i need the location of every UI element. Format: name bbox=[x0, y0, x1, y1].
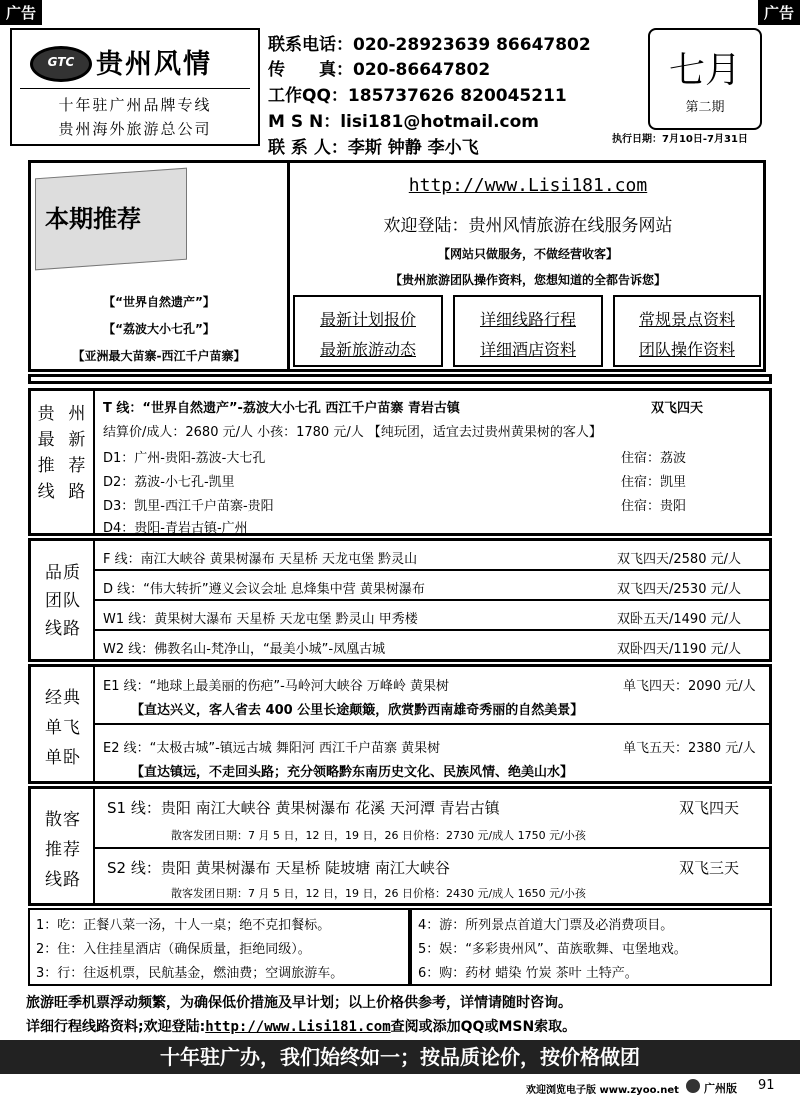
website-url[interactable]: http://www.Lisi181.com bbox=[408, 175, 648, 196]
link-route-detail[interactable]: 详细线路行程 bbox=[479, 310, 576, 329]
latest-line-days: 双飞四天 bbox=[651, 401, 704, 416]
classic-note-e1: 【直达兴义，客人省去 400 公里长途颠簸，欣赏黔西南雄奇秀丽的自然美景】 bbox=[131, 703, 584, 718]
contact-qq: 工作QQ：185737626 820045211 bbox=[268, 86, 567, 106]
issue-number: 第二期 bbox=[685, 100, 725, 115]
promo-website bbox=[293, 163, 763, 291]
classic-price-e1: 单飞四天：2090 元/人 bbox=[623, 679, 756, 694]
scattered-days-s1: 双飞四天 bbox=[679, 799, 740, 817]
classic-note-e2: 【直达镇远，不走回头路；充分领略黔东南历史文化、民族风情、绝美山水】 bbox=[131, 765, 574, 780]
links-box-1 bbox=[293, 295, 443, 367]
promo-section bbox=[28, 160, 766, 372]
quality-price-f: 双飞四天/2580 元/人 bbox=[617, 552, 741, 567]
links-box-3 bbox=[613, 295, 761, 367]
quality-price-w1: 双卧五天/1490 元/人 bbox=[617, 612, 741, 627]
page-number: 91 bbox=[758, 1078, 775, 1093]
contact-persons: 联 系 人：李斯 钟静 李小飞 bbox=[268, 138, 479, 158]
scattered-section bbox=[28, 786, 772, 906]
website-note-1: 【网站只做服务，不做经营收客】 bbox=[437, 247, 618, 261]
link-attractions[interactable]: 常规景点资料 bbox=[638, 310, 735, 329]
quality-route-w1: W1 线：黄果树大瀑布 天星桥 天龙屯堡 黔灵山 甲秀楼 bbox=[103, 612, 418, 627]
brand-slogan-2: 贵州海外旅游总公司 bbox=[58, 120, 212, 138]
footer-edition: 广州版 bbox=[704, 1082, 737, 1095]
issue-month: 七月 bbox=[668, 50, 741, 91]
brand-divider bbox=[20, 88, 250, 89]
scattered-label: 散客 推荐 线路 bbox=[45, 810, 81, 890]
contact-msn: M S N：lisi181@hotmail.com bbox=[268, 112, 539, 132]
quality-route-w2: W2 线：佛教名山-梵净山，“最美小城”-凤凰古城 bbox=[103, 642, 386, 657]
itinerary-day-1: D1：广州-贵阳-荔波-大七孔 bbox=[103, 451, 266, 466]
promo-title: 本期推荐 bbox=[45, 205, 141, 233]
ad-tag-right: 广告 bbox=[758, 0, 800, 25]
latest-section bbox=[28, 388, 772, 536]
scattered-days-s2: 双飞三天 bbox=[679, 859, 740, 877]
ad-tag-left: 广告 bbox=[0, 0, 42, 25]
service-transport: 3：行：往返机票，民航基金，燃油费；空调旅游车。 bbox=[36, 966, 344, 981]
brand-box bbox=[10, 28, 260, 146]
classic-rule bbox=[95, 723, 769, 725]
service-shopping: 6：购：药材 蜡染 竹炭 茶叶 土特产。 bbox=[418, 966, 638, 981]
quality-price-d: 双飞四天/2530 元/人 bbox=[617, 582, 741, 597]
quality-route-f: F 线：南江大峡谷 黄果树瀑布 天星桥 天龙屯堡 黔灵山 bbox=[103, 552, 418, 567]
link-latest-news[interactable]: 最新旅游动态 bbox=[319, 340, 416, 359]
itinerary-stay-2: 住宿：凯里 bbox=[621, 475, 687, 490]
quality-rule-3 bbox=[95, 629, 769, 631]
quality-route-d: D 线：“伟大转折”遵义会议会址 息烽集中营 黄果树瀑布 bbox=[103, 582, 425, 597]
zyoo-logo-icon bbox=[686, 1079, 700, 1093]
footer-banner: 十年驻广办，我们始终如一；按品质论价，按价格做团 bbox=[0, 1040, 800, 1074]
exec-date: 执行日期：7月10日-7月31日 bbox=[612, 134, 748, 145]
promo-item-2: 【“荔波大小七孔”】 bbox=[103, 322, 215, 336]
footer-url[interactable]: http://www.Lisi181.com bbox=[205, 1019, 391, 1035]
quality-rule-1 bbox=[95, 569, 769, 571]
scattered-detail-s2: 散客发团日期：7 月 5 日，12 日，19 日，26 日价格：2430 元/成人 1650 元/小孩 bbox=[171, 887, 586, 900]
service-tour: 4：游：所列景点首道大门票及必消费项目。 bbox=[418, 918, 674, 933]
quality-label: 品质 团队 线路 bbox=[45, 563, 81, 639]
services-left bbox=[28, 908, 410, 986]
contact-fax: 传 真：020-86647802 bbox=[268, 60, 491, 80]
scattered-route-s2: S2 线：贵阳 黄果树瀑布 天星桥 陡坡塘 南江大峡谷 bbox=[107, 859, 450, 877]
itinerary-day-3: D3：凯里-西江千户苗寨-贵阳 bbox=[103, 499, 274, 514]
services-right bbox=[410, 908, 772, 986]
classic-route-e2: E2 线：“太极古城”-镇远古城 舞阳河 西江千户苗寨 黄果树 bbox=[103, 741, 441, 756]
service-hotel: 2：住：入住挂星酒店（确保质量，拒绝同级）。 bbox=[36, 942, 311, 957]
scattered-divider bbox=[93, 789, 95, 903]
itinerary-stay-3: 住宿：贵阳 bbox=[621, 499, 687, 514]
footer-credit: 欢迎浏览电子版 www.zyoo.net bbox=[526, 1085, 679, 1096]
promo-item-1: 【“世界自然遗产”】 bbox=[103, 295, 215, 309]
footer-notice-1: 旅游旺季机票浮动频繁，为确保低价措施及早计划；以上价格供参考，详情请随时咨询。 bbox=[26, 995, 572, 1011]
gtc-logo: GTC bbox=[30, 46, 92, 82]
website-note-2: 【贵州旅游团队操作资料，您想知道的全都告诉您】 bbox=[389, 273, 666, 287]
promo-links bbox=[293, 293, 763, 369]
classic-route-e1: E1 线：“地球上最美丽的伤疤”-马岭河大峡谷 万峰岭 黄果树 bbox=[103, 679, 450, 694]
brand-name: 贵州风情 bbox=[96, 49, 212, 80]
service-entertainment: 5：娱：“多彩贵州风”、苗族歌舞、屯堡地戏。 bbox=[418, 942, 687, 957]
promo-left bbox=[31, 163, 287, 369]
service-meal: 1：吃：正餐八菜一汤，十人一桌；绝不克扣餐标。 bbox=[36, 918, 331, 933]
quality-section bbox=[28, 538, 772, 662]
itinerary-day-4: D4：贵阳-青岩古镇-广州 bbox=[103, 521, 248, 536]
classic-price-e2: 单飞五天：2380 元/人 bbox=[623, 741, 756, 756]
itinerary-day-2: D2：荔波-小七孔-凯里 bbox=[103, 475, 235, 490]
latest-divider bbox=[93, 391, 95, 533]
classic-section bbox=[28, 664, 772, 784]
classic-label: 经典 单飞 单卧 bbox=[45, 688, 81, 768]
website-welcome: 欢迎登陆：贵州风情旅游在线服务网站 bbox=[383, 216, 673, 236]
section-separator bbox=[28, 374, 772, 384]
brand-slogan-1: 十年驻广州品牌专线 bbox=[58, 96, 212, 114]
promo-item-3: 【亚洲最大苗寨-西江千户苗寨】 bbox=[72, 349, 246, 363]
latest-label: 贵 州 最 新 推 荐 线 路 bbox=[37, 404, 87, 502]
latest-line-title: T 线：“世界自然遗产”-荔波大小七孔 西江千户苗寨 青岩古镇 bbox=[103, 401, 460, 416]
contact-phone: 联系电话：020-28923639 86647802 bbox=[268, 35, 591, 55]
itinerary-stay-1: 住宿：荔波 bbox=[621, 451, 687, 466]
footer-notice-2: 详细行程线路资料;欢迎登陆:http://www.Lisi181.com查阅或添加QQ或MSN索取。 bbox=[26, 1019, 577, 1035]
quality-rule-2 bbox=[95, 599, 769, 601]
scattered-route-s1: S1 线：贵阳 南江大峡谷 黄果树瀑布 花溪 天河潭 青岩古镇 bbox=[107, 799, 500, 817]
link-team-ops[interactable]: 团队操作资料 bbox=[638, 340, 735, 359]
links-box-2 bbox=[453, 295, 603, 367]
issue-scroll bbox=[648, 28, 762, 130]
scattered-rule bbox=[95, 847, 769, 849]
quality-price-w2: 双卧四天/1190 元/人 bbox=[617, 642, 741, 657]
link-latest-quote[interactable]: 最新计划报价 bbox=[319, 310, 416, 329]
link-hotel-info[interactable]: 详细酒店资料 bbox=[479, 340, 576, 359]
scattered-detail-s1: 散客发团日期：7 月 5 日，12 日，19 日，26 日价格：2730 元/成人 1750 元/小孩 bbox=[171, 829, 586, 842]
promo-divider bbox=[287, 163, 290, 369]
latest-price: 结算价/成人：2680 元/人 小孩：1780 元/人 【纯玩团，适宜去过贵州黄果树的客人】 bbox=[103, 425, 602, 440]
